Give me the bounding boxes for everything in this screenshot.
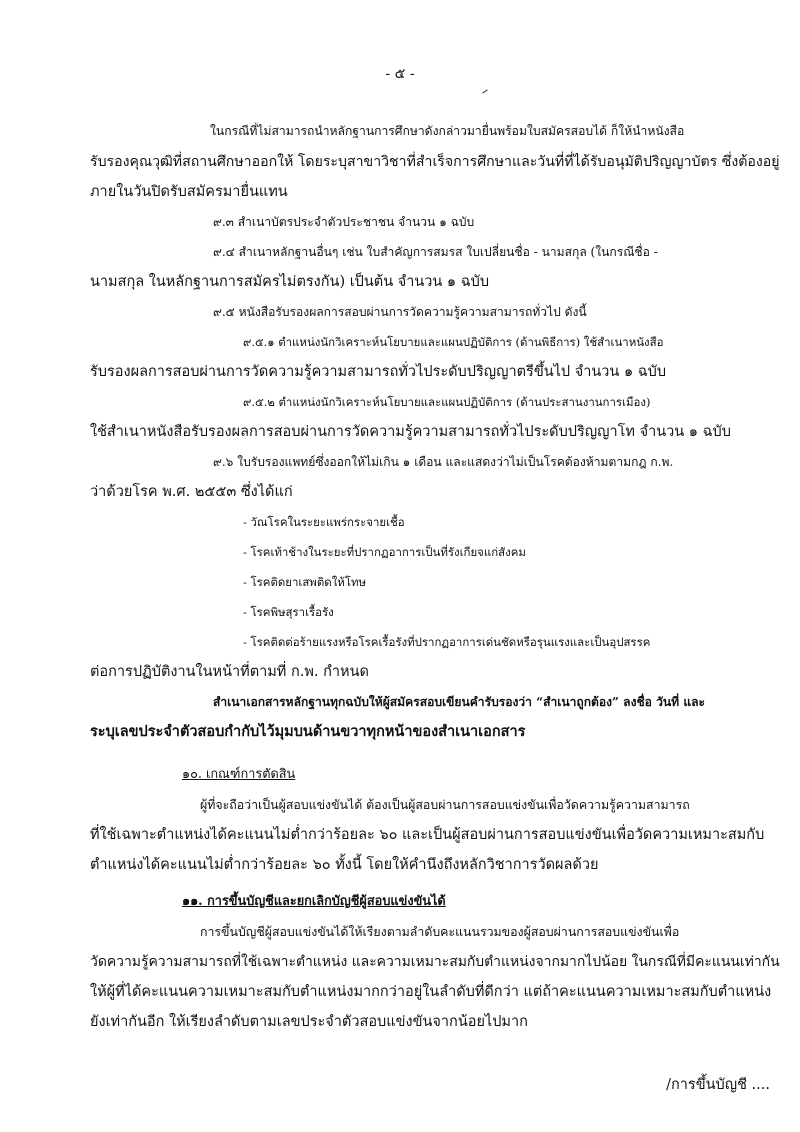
- paragraph-line: ภายในวันปิดรับสมัครมายื่นแทน: [90, 184, 288, 200]
- list-item: ๙.๖ ใบรับรองแพทย์ซึ่งออกให้ไม่เกิน ๑ เดือน และแสดงว่าไม่เป็นโรคต้องห้ามตามกฎ ก.พ.: [213, 455, 674, 469]
- sub-list-item: ๙.๕.๑ ตำแหน่งนักวิเคราะห์นโยบายและแผนปฏิบัติการ (ด้านพิธีการ) ใช้สำเนาหนังสือ: [243, 335, 664, 349]
- list-item: ๙.๕ หนังสือรับรองผลการสอบผ่านการวัดความรู้ความสามารถทั่วไป ดังนี้: [213, 305, 587, 319]
- list-item: ๙.๓ สำเนาบัตรประจำตัวประชาชน จำนวน ๑ ฉบับ: [213, 215, 475, 229]
- disease-item: - โรคติดต่อร้ายแรงหรือโรคเรื้อรังที่ปรากฏอาการเด่นชัดหรือรุนแรงและเป็นอุปสรรค: [243, 635, 651, 649]
- page-number: - ๕ -: [385, 66, 415, 82]
- section-heading-10: ๑๐. เกณฑ์การตัดสิน: [182, 767, 296, 782]
- continuation-marker: /การขึ้นบัญชี ....: [666, 1077, 770, 1093]
- stray-mark: [482, 89, 487, 93]
- list-item: ๙.๔ สำเนาหลักฐานอื่นๆ เช่น ใบสำคัญการสมรส ใบเปลี่ยนชื่อ - นามสกุล (ในกรณีชื่อ -: [213, 245, 658, 259]
- disease-item: - วัณโรคในระยะแพร่กระจายเชื้อ: [243, 515, 405, 529]
- paragraph-line: วัดความรู้ความสามารถที่ใช้เฉพาะตำแหน่ง และความเหมาะสมกับตำแหน่งจากมากไปน้อย ในกรณีที่มีคะแนนเท่ากัน: [90, 954, 780, 970]
- paragraph-line: ตำแหน่งได้คะแนนไม่ต่ำกว่าร้อยละ ๖๐ ทั้งนี้ โดยให้คำนึงถึงหลักวิชาการวัดผลด้วย: [90, 857, 599, 873]
- disease-item: - โรคเท้าช้างในระยะที่ปรากฏอาการเป็นที่รังเกียจแก่สังคม: [243, 545, 526, 559]
- paragraph-line: รับรองผลการสอบผ่านการวัดความรู้ความสามารถทั่วไประดับปริญญาตรีขึ้นไป จำนวน ๑ ฉบับ: [90, 364, 667, 380]
- paragraph-line: ต่อการปฏิบัติงานในหน้าที่ตามที่ ก.พ. กำหนด: [90, 664, 369, 680]
- paragraph-line: ผู้ที่จะถือว่าเป็นผู้สอบแข่งขันได้ ต้องเป็นผู้สอบผ่านการสอบแข่งขันเพื่อวัดความรู้ความสามารถ: [200, 798, 690, 812]
- paragraph-line: ให้ผู้ที่ได้คะแนนความเหมาะสมกับตำแหน่งมากกว่าอยู่ในลำดับที่ดีกว่า แต่ถ้าคะแนนความเหมาะสมกับตำแหน่ง: [90, 984, 772, 1000]
- paragraph-line: ในกรณีที่ไม่สามารถนำหลักฐานการศึกษาดังกล่าวมายื่นพร้อมใบสมัครสอบได้ ก็ให้นำหนังสือ: [210, 124, 685, 138]
- disease-item: - โรคพิษสุราเรื้อรัง: [243, 605, 334, 619]
- certification-note: สำเนาเอกสารหลักฐานทุกฉบับให้ผู้สมัครสอบเขียนคำรับรองว่า “สำเนาถูกต้อง” ลงชื่อ วันที่ และ: [213, 695, 706, 709]
- sub-list-item: ๙.๕.๒ ตำแหน่งนักวิเคราะห์นโยบายและแผนปฏิบัติการ (ด้านประสานงานการเมือง): [243, 395, 651, 409]
- paragraph-line: รับรองคุณวุฒิที่สถานศึกษาออกให้ โดยระบุสาขาวิชาที่สำเร็จการศึกษาและวันที่ที่ได้รับอนุมัติปริญญาบัตร ซึ่งต้องอยู่: [90, 154, 780, 170]
- certification-note: ระบุเลขประจำตัวสอบกำกับไว้มุมบนด้านขวาทุกหน้าของสำเนาเอกสาร: [90, 723, 526, 740]
- disease-item: - โรคติดยาเสพติดให้โทษ: [243, 575, 367, 589]
- paragraph-line: ที่ใช้เฉพาะตำแหน่งได้คะแนนไม่ต่ำกว่าร้อยละ ๖๐ และเป็นผู้สอบผ่านการสอบแข่งขันเพื่อวัดความเหมาะสมกับ: [90, 827, 765, 843]
- paragraph-line: การขึ้นบัญชีผู้สอบแข่งขันได้ให้เรียงตามลำดับคะแนนรวมของผู้สอบผ่านการสอบแข่งขันเพื่อ: [200, 925, 680, 939]
- section-heading-11: ๑๑. การขึ้นบัญชีและยกเลิกบัญชีผู้สอบแข่งขันได้: [182, 894, 446, 909]
- paragraph-line: นามสกุล ในหลักฐานการสมัครไม่ตรงกัน) เป็นต้น จำนวน ๑ ฉบับ: [90, 274, 490, 290]
- paragraph-line: ยังเท่ากันอีก ให้เรียงลำดับตามเลขประจำตัวสอบแข่งขันจากน้อยไปมาก: [90, 1014, 528, 1030]
- paragraph-line: ว่าด้วยโรค พ.ศ. ๒๕๕๓ ซึ่งได้แก่: [90, 484, 293, 500]
- paragraph-line: ใช้สำเนาหนังสือรับรองผลการสอบผ่านการวัดความรู้ความสามารถทั่วไประดับปริญญาโท จำนวน ๑ ฉบับ: [90, 424, 731, 440]
